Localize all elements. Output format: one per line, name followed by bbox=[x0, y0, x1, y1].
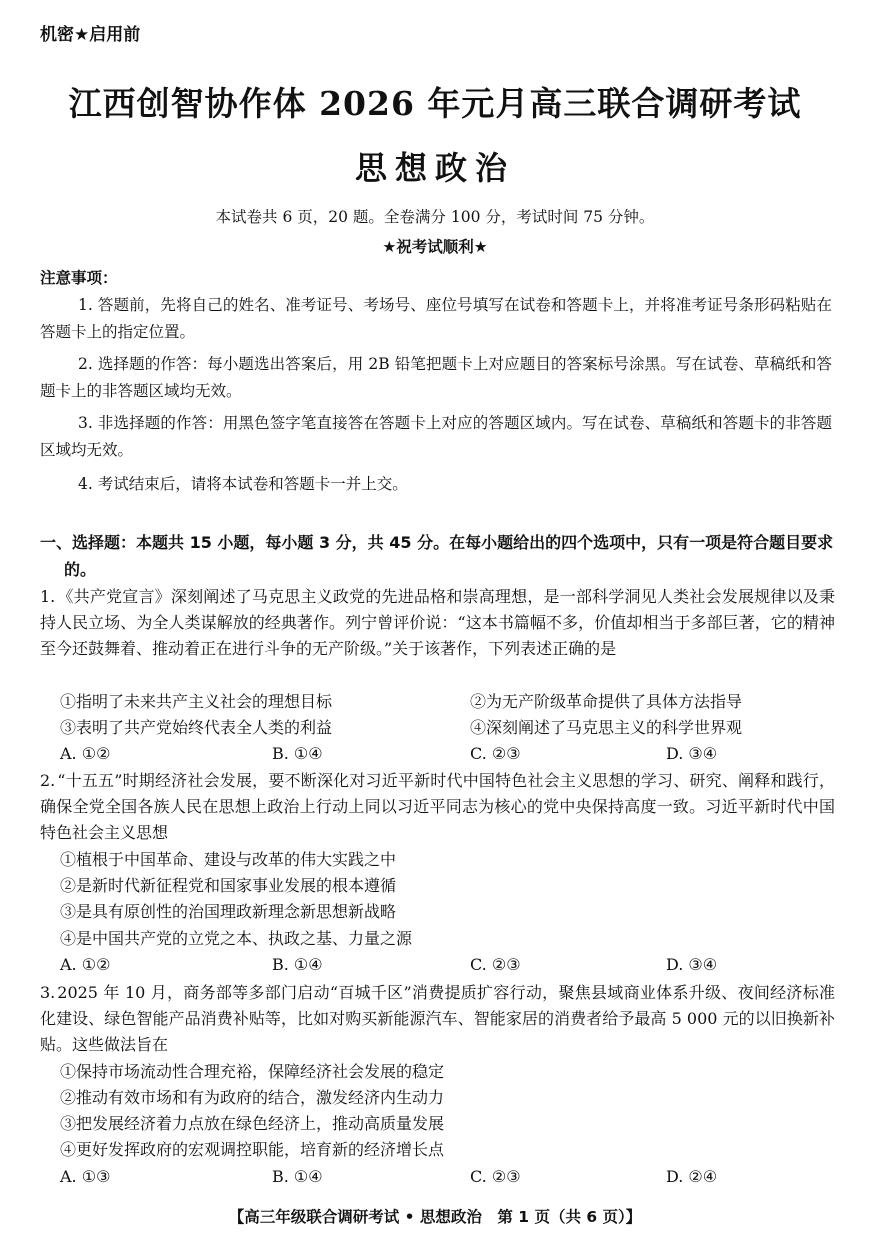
q1-choice-c[interactable]: C. ②③ bbox=[470, 744, 521, 763]
note-item-4: 4. 考试结束后，请将本试卷和答题卡一并上交。 bbox=[78, 475, 408, 493]
question-number: 2. bbox=[40, 771, 56, 790]
q2-option-3: ③是具有原创性的治国理政新理念新思想新战略 bbox=[60, 902, 397, 921]
q3-choice-a[interactable]: A. ①③ bbox=[60, 1167, 111, 1186]
q2-choice-b[interactable]: B. ①④ bbox=[272, 955, 323, 974]
question-1-stem bbox=[40, 584, 835, 662]
good-luck-line: ★祝考试顺利★ bbox=[382, 238, 488, 256]
q1-choice-a[interactable]: A. ①② bbox=[60, 744, 111, 763]
q3-choice-b[interactable]: B. ①④ bbox=[272, 1167, 323, 1186]
q3-choice-d[interactable]: D. ②④ bbox=[666, 1167, 718, 1186]
question-text: “十五五”时期经济社会发展，要不断深化对习近平新时代中国特色社会主义思想的学习、研究、阐释和践行，确保全党全国各族人民在思想上政治上行动上同以习近平同志为核心的党中央保持高度一致。习近平新时代中国特色社会主义思想 bbox=[40, 771, 835, 842]
subject-title: 思想政治 bbox=[354, 149, 515, 187]
q1-choice-b[interactable]: B. ①④ bbox=[272, 744, 323, 763]
q2-option-2: ②是新时代新征程党和国家事业发展的根本遵循 bbox=[60, 876, 397, 895]
note-item-3: 3. 非选择题的作答：用黑色签字笔直接答在答题卡上对应的答题区域内。写在试卷、草稿纸和答题卡的非答题区域均无效。 bbox=[40, 414, 832, 459]
q3-option-1: ①保持市场流动性合理充裕，保障经济社会发展的稳定 bbox=[60, 1062, 445, 1081]
q1-option-4: ④深刻阐述了马克思主义的科学世界观 bbox=[470, 718, 743, 737]
q2-choice-c[interactable]: C. ②③ bbox=[470, 955, 521, 974]
note-item-1: 1. 答题前，先将自己的姓名、准考证号、考场号、座位号填写在试卷和答题卡上，并将准考证号条形码粘贴在答题卡上的指定位置。 bbox=[40, 296, 832, 341]
q3-option-4: ④更好发挥政府的宏观调控职能，培育新的经济增长点 bbox=[60, 1140, 445, 1159]
question-text: 《共产党宣言》深刻阐述了马克思主义政党的先进品格和崇高理想，是一部科学洞见人类社会发展规律以及秉持人民立场、为全人类谋解放的经典著作。列宁曾评价说：“这本书篇幅不多，价值却相当于多部巨著，它的精神至今还鼓舞着、推动着正在进行斗争的无产阶级。”关于该著作，下列表述正确的是 bbox=[40, 587, 835, 658]
section-heading: 一、选择题：本题共 15 小题，每小题 3 分，共 45 分。在每小题给出的四个选项中，只有一项是符合题目要求的。 bbox=[40, 533, 834, 579]
question-3-stem bbox=[40, 980, 835, 1058]
q2-option-4: ④是中国共产党的立党之本、执政之基、力量之源 bbox=[60, 929, 413, 948]
q3-option-2: ②推动有效市场和有为政府的结合，激发经济内生动力 bbox=[60, 1088, 445, 1107]
question-text: 2025 年 10 月，商务部等多部门启动“百城千区”消费提质扩容行动，聚焦县域商业体系升级、夜间经济标准化建设、绿色智能产品消费补贴等，比如对购买新能源汽车、智能家居的消费者给予最高 5 000 元的以旧换新补贴。这些做法旨在 bbox=[40, 983, 835, 1054]
secret-mark: 机密★启用前 bbox=[40, 25, 141, 45]
q1-option-1: ①指明了未来共产主义社会的理想目标 bbox=[60, 692, 333, 711]
exam-info: 本试卷共 6 页，20 题。全卷满分 100 分，考试时间 75 分钟。 bbox=[215, 208, 655, 226]
question-number: 1. bbox=[40, 587, 56, 606]
notes-heading: 注意事项： bbox=[40, 269, 118, 287]
q2-choice-a[interactable]: A. ①② bbox=[60, 955, 111, 974]
exam-title: 江西创智协作体 2026 年元月高三联合调研考试 bbox=[68, 84, 802, 123]
q2-choice-d[interactable]: D. ③④ bbox=[666, 955, 718, 974]
question-2-stem bbox=[40, 768, 835, 846]
note-item-2: 2. 选择题的作答：每小题选出答案后，用 2B 铅笔把题卡上对应题目的答案标号涂黑。写在试卷、草稿纸和答题卡上的非答题区域均无效。 bbox=[40, 355, 832, 400]
q3-choice-c[interactable]: C. ②③ bbox=[470, 1167, 521, 1186]
q1-choice-d[interactable]: D. ③④ bbox=[666, 744, 718, 763]
q3-option-3: ③把发展经济着力点放在绿色经济上，推动高质量发展 bbox=[60, 1114, 445, 1133]
page-footer: 【高三年级联合调研考试 • 思想政治 第 1 页（共 6 页）】 bbox=[228, 1208, 642, 1226]
q1-option-3: ③表明了共产党始终代表全人类的利益 bbox=[60, 718, 333, 737]
question-number: 3. bbox=[40, 983, 56, 1002]
q1-option-2: ②为无产阶级革命提供了具体方法指导 bbox=[470, 692, 743, 711]
q2-option-1: ①植根于中国革命、建设与改革的伟大实践之中 bbox=[60, 850, 397, 869]
